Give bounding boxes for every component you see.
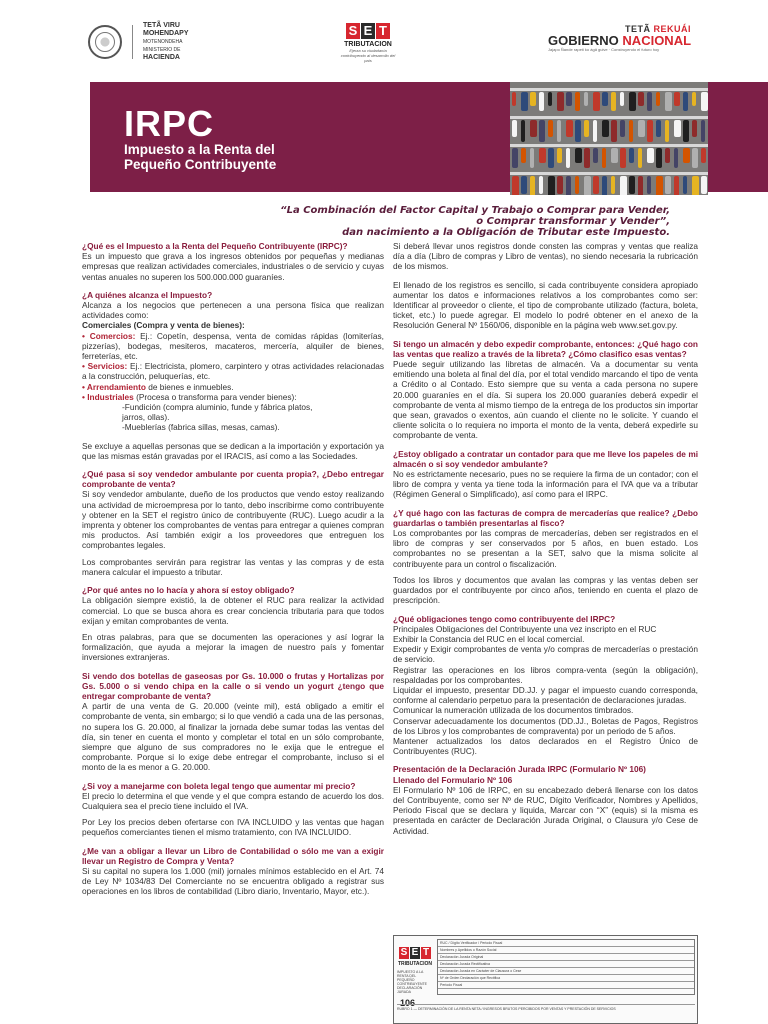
tool-item [557,92,564,111]
form-row: Declaración Jurada Original [438,954,694,961]
tool-item [647,148,654,163]
list-item: Exhibir la Constancia del RUC en el local comercial. [393,633,585,644]
question-heading: ¿Qué es el Impuesto a la Renta del Pequeño Contribuyente (IRPC)? [82,241,348,251]
answer-text: Si soy vendedor ambulante, dueño de los productos que vendo estoy realizando una actividad de microempresa por lo tanto, debo inscribirme como contribuyente y obtener en la SET el registro único de contribuyente (RUC). Luego acudir a la imprenta y obtener los comprobantes de ventas para entregar a quienes compran mis productos. Así también exigir a los proveedores que entreguen los comprobantes legales. [82,489,384,551]
tool-item [566,148,570,168]
tool-item [692,92,696,106]
list-item: Registrar las operaciones en los libros compra-venta (según la obligación), respaldadas por los comprobantes. [393,664,698,685]
answer-text: En otras palabras, para que se documenten las operaciones y así lograr la formalización, que ayuda a mejorar la imagen de nuestro país y fomentar inversiones extranjeras. [82,631,384,663]
tool-item [593,120,597,142]
tool-item [512,120,517,137]
tool-item [539,176,543,194]
list-item: Expedir y Exigir comprobantes de venta y/o compras de mercaderías o prestación de servicio. [393,644,698,665]
shelf [510,116,708,119]
tool-item [512,176,519,195]
answer-text: Si deberá llevar unos registros donde consten las compras y ventas que realiza día a día (Libro de compras y Libro de ventas), no siendo necesaria la rubricación de los mismos. [393,241,698,272]
tool-item [692,148,698,168]
tool-item [566,92,572,106]
answer-text: Por Ley los precios deben ofertarse con IVA INCLUIDO y las ventas que hagan pequeños comerciantes tienen el mismo tratamiento, con IVA INCLUIDO. [82,817,384,838]
answer-text: Es un impuesto que grava a los ingresos obtenidos por pequeñas y medianas empresas que realizan actividades comerciales, industriales o de servicio y cuyas ventas anuales no superen los 500.000.000 guaraníes. [82,251,384,282]
tool-item [629,176,635,194]
list-item: Liquidar el impuesto, presentar DD.JJ. y pagar el impuesto cuando corresponda, conforme al calendario perpetuo para la presentación de declaraciones juradas. [393,684,698,706]
tool-item [593,148,598,163]
tool-item [656,148,662,168]
answer-text: El llenado de los registros es sencillo, si cada contribuyente considera apropiado aumentar los datos e informaciones relativos a los comprobantes como ser: Identificar al proveedor o cliente, el tipo de comprobante utilizado (factura, boleta, ticket, etc.) lo puede agregar. El modelo lo podré obtener en el anexo de la Resolución General Nº 1560/06, disponible en la página web www.set.gov.py. [393,279,698,331]
tool-item [566,176,571,195]
tool-item [575,148,582,163]
answer-text: Se excluye a aquellas personas que se dedican a la importación y exportación ya que las mismas están gravadas por el IRACIS, así como a las Sociedades. [82,440,384,461]
question-heading: ¿Qué obligaciones tengo como contribuyente del IRPC? [393,613,616,624]
subheading: Comerciales (Compra y venta de bienes): [82,320,245,331]
question-heading: ¿Qué pasa si soy vendedor ambulante por cuenta propia?, ¿Debo entregar comprobante de venta? [82,469,384,490]
form-row: Nombres y Apellidos o Razón Social [438,947,694,954]
tool-item [611,176,615,194]
tool-item [584,92,588,106]
answer-text: El Formulario Nº 106 de IRPC, en su encabezado deberá llenarse con los datos del Contribuyente, como ser Nº de RUC, Dígito Verificador, Nombres y Apellidos, Periodo Fiscal que se declara y liquida, Marcar con “X” (equis) si la misma es presentada en carácter de Declaración Jurada Original, o Clausura y/o Cese de Actividad. [393,784,698,836]
hardware-store-photo [510,82,708,195]
tool-item [602,120,609,137]
tool-item [530,148,534,168]
question-heading: ¿A quiénes alcanza el Impuesto? [82,289,213,300]
tool-item [548,120,553,137]
tool-item [521,92,528,111]
list-item: • Arrendamiento de bienes e inmuebles. [82,381,234,392]
answer-text: Todos los libros y documentos que avalan las compras y las ventas deben ser guardados por el contribuyente por cinco años, teniendo en cuenta el plazo de prescripción. [393,574,698,606]
tool-item [647,176,651,194]
tool-item [521,176,527,194]
page-header [0,0,768,82]
tool-item [665,120,669,142]
tool-item [584,176,591,195]
shelf [510,172,708,175]
tool-item [656,92,660,106]
form-number: 106 [400,998,416,1008]
tool-item [656,120,661,137]
form-row: Periodo Fiscal [438,982,694,989]
tool-item [683,148,690,163]
list-item: Conservar adecuadamente los documentos (DD.JJ., Boletas de Pagos, Registros de los Libros y los comprobantes de compraventa) por un periodo de 5 años. [393,715,698,736]
question-heading: Si vendo dos botellas de gaseosas por Gs. 10.000 o frutas y Hortalizas por Gs. 5.000 o si vendo chipa en la calle o si vendo un yogurt ¿tengo que entregar comprobante de venta? [82,670,384,701]
answer-text: No es estrictamente necesario, pues no se requiere la firma de un contador; con el libro de compra y venta ya tiene toda la información para el IVA que va a tributar (Régimen General o Simplificado), así como para el IRPC. [393,469,698,500]
tool-item [674,176,679,195]
tool-item [701,120,705,142]
answer-text: Los comprobantes por las compras de mercaderías, deben ser registrados en el libro de compras y ser conservados por 5 años, en buen estado. Los comprobantes no se presentan a la SET, salvo que la misma solicite al contribuyente para un control o fiscalización. [393,528,698,569]
tool-item [575,92,580,111]
answer-text: Puede seguir utilizando las libretas de almacén. Va a documentar su venta emitiendo una boleta al final del día, por el total vendido marcando el tipo de venta a Crédito o al Contado. Esto siempre que su venta a cada persona no supere 20.000 guaraníes en el día. Si supera los 20.000 guaraníes deberá expedir el comprobante de venta al mismo tiempo de la entrega de los productos sin importar que sean, gravados o exentos, aún cuando el cliente no le solicite. Y cuando el cliente solicita o lo requiera no importa el monto de la venta, deberá expedirle su comprobante de venta. [393,359,698,441]
page-subtitle: Impuesto a la Renta del Pequeño Contribuyente [124,142,277,172]
tool-item [665,148,670,163]
ministry-logo: TETÃ VIRU MOHENDAPY MOTENONDEHA MINISTERIO DE HACIENDA [88,22,189,62]
form-footer: RUBRO 1 — DETERMINACIÓN DE LA RENTA NETA / INGRESOS BRUTOS PERCIBIDOS POR VENTAS Y PRESTACIÓN DE SERVICIOS [397,1004,695,1020]
question-heading: ¿Por qué antes no lo hacía y ahora sí estoy obligado? [82,585,295,596]
tool-item [629,120,633,142]
question-heading: ¿Estoy obligado a contratar un contador para que me lleve los papeles de mi almacén o si soy vendedor ambulante? [393,448,698,469]
tool-item [557,148,562,163]
form-row: Declaración Jurada Rectificativa [438,961,694,968]
tool-item [647,92,652,111]
tool-item [575,176,579,194]
form-row: RUC / Dígito Verificador / Periodo Fiscal [438,940,694,947]
tool-item [521,148,526,163]
form-106-preview: S E T TRIBUTACION IMPUESTO A LA RENTA DEL PEQUEÑO CONTRIBUYENTE DECLARACIÓN JURADA 106 RUC / Dígito Verificador / Periodo Fiscal Nombres y Apellidos o Razón Social Declaración Jurada Original Declaración Jurada Rectificativa Declaración Jurada en Carácter de Clausura o Cese Nº de Orden Declaración que Rectifica Periodo Fiscal RUBRO 1 — DETERMINACIÓN DE LA RENTA NETA / INGRESOS BRUTOS PERCIBIDOS POR VENTAS Y PRESTACIÓN DE SERVICIOS [393,935,698,1024]
answer-text: Si su capital no supera los 1.000 (mil) jornales mínimos establecido en el Art. 74 de Ley Nº 1034/83 Del Comerciante no se encuentra obligado a registrar sus operaciones en los libros de contabilidad (Libro diario, Inventario, Mayor, etc.). [82,865,384,897]
tool-item [701,92,708,111]
tool-item [557,176,563,194]
tool-item [548,92,552,106]
form-grid [437,939,695,995]
list-item: • Servicios: Ej.: Electricista, plomero, carpintero y otras actividades relacionadas a la construcción, peluquerías, etc. [82,361,384,382]
tool-item [629,92,636,111]
set-logo: S E T TRIBUTACION [397,947,433,967]
tool-item [611,92,616,111]
tool-item [665,176,671,194]
tool-item [647,120,653,142]
answer-text: A partir de una venta de G. 20.000 (veinte mil), está obligado a emitir el comprobante de venta, sin embargo; si lo que vendió a cada una de las personas, no supera los G. 20.000, al finalizar la jornada debe sumar todas las ventas del día, sin tener en cuenta el monto y completar el total en un sólo comprobante, siempre que alguno de sus compradores no le exija que le entregue el comprobante. Porque si lo exige debe entregar el comprobante, incluso si el monto de la es menor a G. 20.000. [82,701,384,773]
list-item: Mantener actualizados los datos declarados en el Registro Único de Contribuyentes (RUC). [393,735,698,757]
tool-item [701,148,706,163]
national-seal-icon [88,25,122,59]
tool-item [530,92,536,106]
tool-item [602,92,608,106]
question-heading: Si tengo un almacén y debo expedir comprobante, entonces: ¿Qué hago con las ventas que realizo a través de la libreta? ¿Cómo clasifico esas ventas? [393,338,698,359]
list-item: Principales Obligaciones del Contribuyente una vez inscripto en el RUC [393,623,657,634]
tool-item [521,120,525,142]
question-heading: ¿Y qué hago con las facturas de compra de mercaderías que realice? ¿Debo guardarlas o también presentarlas al fisco? [393,507,698,528]
tool-item [593,92,600,111]
answer-text: El precio lo determina el que vende y el que compra estando de acuerdo los dos. Cualquiera sea el precio tiene incluido el IVA. [82,790,384,811]
tool-item [548,148,554,168]
tool-item [539,120,545,142]
tool-item [620,120,625,137]
tagline-quote: “La Combinación del Factor Capital y Trabajo o Comprar para Vender, o Comprar transformar y Vender”, dan nacimiento a la Obligación de Tributar este Impuesto. [280,205,670,238]
tool-item [602,148,606,168]
tool-item [638,92,644,106]
tool-item [593,176,599,194]
tool-item [683,176,687,194]
tool-item [566,120,573,137]
tool-item [557,120,561,142]
shelf [510,88,708,91]
tool-item [620,148,626,168]
tool-item [530,176,535,195]
tool-item [674,120,681,137]
answer-text: Alcanza a los negocios que pertenecen a una persona física que realizan actividades como: [82,300,384,321]
tool-item [638,176,643,195]
question-heading: ¿Si voy a manejarme con boleta legal tengo que aumentar mi precio? [82,780,356,791]
tool-item [638,148,642,168]
shelf [510,144,708,147]
tool-item [638,120,645,137]
tool-item [530,120,537,137]
tool-item [701,176,707,194]
tool-item [539,148,546,163]
tool-item [539,92,544,111]
tool-item [620,92,624,106]
list-item: • Comercios: Ej.: Copetín, despensa, venta de comidas rápidas (lomiterías, pizzerías), bodegas, mesiteros, macateros, mercería, alquiler de bienes, ferreterías, etc. [82,330,384,362]
tool-item [620,176,627,195]
left-column: ¿Qué es el Impuesto a la Renta del Pequeño Contribuyente (IRPC)? Es un impuesto que grava a los ingresos obtenidos por pequeñas y medianas empresas que realizan actividades comerciales, industriales o de servicio y cuyas ventas anuales no superen los 500.000.000 guaraníes. ¿A quiénes alcanza el Impuesto? Alcanza a los negocios que pertenecen a una persona física que realizan actividades como: Comerciales (Compra y venta de bienes): • Comercios: Ej.: Copetín, despensa, venta de comidas rápidas (lomiterías, pizzerías), bodegas, mesiteros, macateros, mercería, alquiler de bienes, ferreterías, etc. • Servicios: Ej.: Electricista, plomero, carpintero y otras actividades relacionadas a la construcción, peluquerías, etc. • Arrendamiento de bienes e inmuebles. • Industriales (Procesa o transforma para vender bienes): -Fundición (compra aluminio, funde y fábrica platos, jarros, ollas). -Mueblerías (fabrica sillas, mesas, camas). Se excluye a aquellas personas que se dedican a la importación y exportación ya que las mismas están gravadas por el IRACIS, así como a las Sociedades. ¿Qué pasa si soy vendedor ambulante por cuenta propia?, ¿Debo entregar comprobante de venta? Si soy vendedor ambulante, dueño de los productos que vendo estoy realizando una actividad de microempresa por lo tanto, debo inscribirme como contribuyente y obtener en la SET el registro único de contribuyente (RUC). Luego acudir a la imprenta y obtener los comprobantes de ventas para entregar a quienes compran mis productos. Así también exigir a los proveedores que entreguen los comprobantes legales. Los comprobantes servirán para registrar las ventas y las compras y de esta manera calcular el impuesto a tributar. ¿Por qué antes no lo hacía y ahora sí estoy obligado? La obligación siempre existió, la de obtener el RUC para realizar la actividad comercial. Lo que se busca ahora es crear conciencia tributaria para que todos exijan y emitan comprobantes de venta. En otras palabras, para que se documenten las operaciones y así lograr la formalización, que ayuda a mejorar la imagen de nuestro país y fomentar inversiones extranjeras. Si vendo dos botellas de gaseosas por Gs. 10.000 o frutas y Hortalizas por Gs. 5.000 o si vendo chipa en la calle o si vendo un yogurt ¿tengo que entregar comprobante de venta? A partir de una venta de G. 20.000 (veinte mil), está obligado a emitir el comprobante de venta, sin embargo; si lo que vendió a cada una de las personas, no supera los G. 20.000, al finalizar la jornada debe sumar todas las ventas del día, sin tener en cuenta el monto y completar el total en un sólo comprobante, siempre que alguno de sus compradores no le exija que le entregue el comprobante. Porque si lo exige debe entregar el comprobante, incluso si el monto de la es menor a G. 20.000. ¿Si voy a manejarme con boleta legal tengo que aumentar mi precio? El precio lo determina el que vende y el que compra estando de acuerdo los dos. Cualquiera sea el precio tiene incluido el IVA. Por Ley los precios deben ofertarse con IVA INCLUIDO y las ventas que hagan pequeños comerciantes tienen el mismo tratamiento, con IVA INCLUIDO. ¿Me van a obligar a llevar un Libro de Contabilidad o sólo me van a exigir llevar un Registro de Compra y Venta? Si su capital no supera los 1.000 (mil) jornales mínimos establecido en el Art. 74 de Ley Nº 1034/83 Del Comerciante no se encuentra obligado a registrar sus operaciones en los libros de contabilidad (Libro diario, Inventario, Mayor, etc.). [82,241,384,897]
tool-item [584,148,590,168]
tool-item [512,92,516,106]
tool-item [683,120,689,142]
tool-item [575,120,581,142]
tool-item [683,92,688,111]
answer-text: La obligación siempre existió, la de obtener el RUC para realizar la actividad comercial. Lo que se busca ahora es crear conciencia tributaria para que todos exijan y emitan comprobantes de venta. [82,595,384,626]
page-title: IRPC [124,103,215,144]
form-row: Declaración Jurada en Carácter de Clausura o Cese [438,968,694,975]
tool-item [584,120,589,137]
set-logo: S E T TRIBUTACION Ejerza su ciudadanía contribuyendo al desarrollo del país [340,23,396,63]
right-column [393,241,698,844]
tool-item [674,92,680,106]
tool-item [602,176,607,195]
tool-item [674,148,678,168]
list-item: • Industriales (Procesa o transforma para vender bienes): [82,391,297,402]
list-item: Comunicar la numeración utilizada de los documentos timbrados. [393,705,634,716]
tool-item [665,92,672,111]
tool-item [611,148,618,163]
answer-text: Los comprobantes servirán para registrar las ventas y las compras y de esta manera calcular el impuesto a tributar. [82,556,384,577]
question-heading: Presentación de la Declaración Jurada IRPC (Formulario Nº 106) [393,764,646,775]
tool-item [629,148,634,163]
tool-item [656,176,663,195]
question-heading: ¿Me van a obligar a llevar un Libro de Contabilidad o sólo me van a exigir llevar un Registro de Compra y Venta? [82,845,384,866]
tool-item [692,120,697,137]
gobierno-nacional-logo: TETÃ REKUÁI GOBIERNO NACIONAL Jajapo Ñande rapeti ko ágä guive · Construyendo el futuro hoy [548,24,692,52]
form-row: Nº de Orden Declaración que Rectifica [438,975,694,982]
tool-item [692,176,699,195]
tool-item [512,148,518,168]
question-heading: Llenado del Formulario Nº 106 [393,774,513,785]
tool-item [611,120,617,142]
tool-item [548,176,555,195]
